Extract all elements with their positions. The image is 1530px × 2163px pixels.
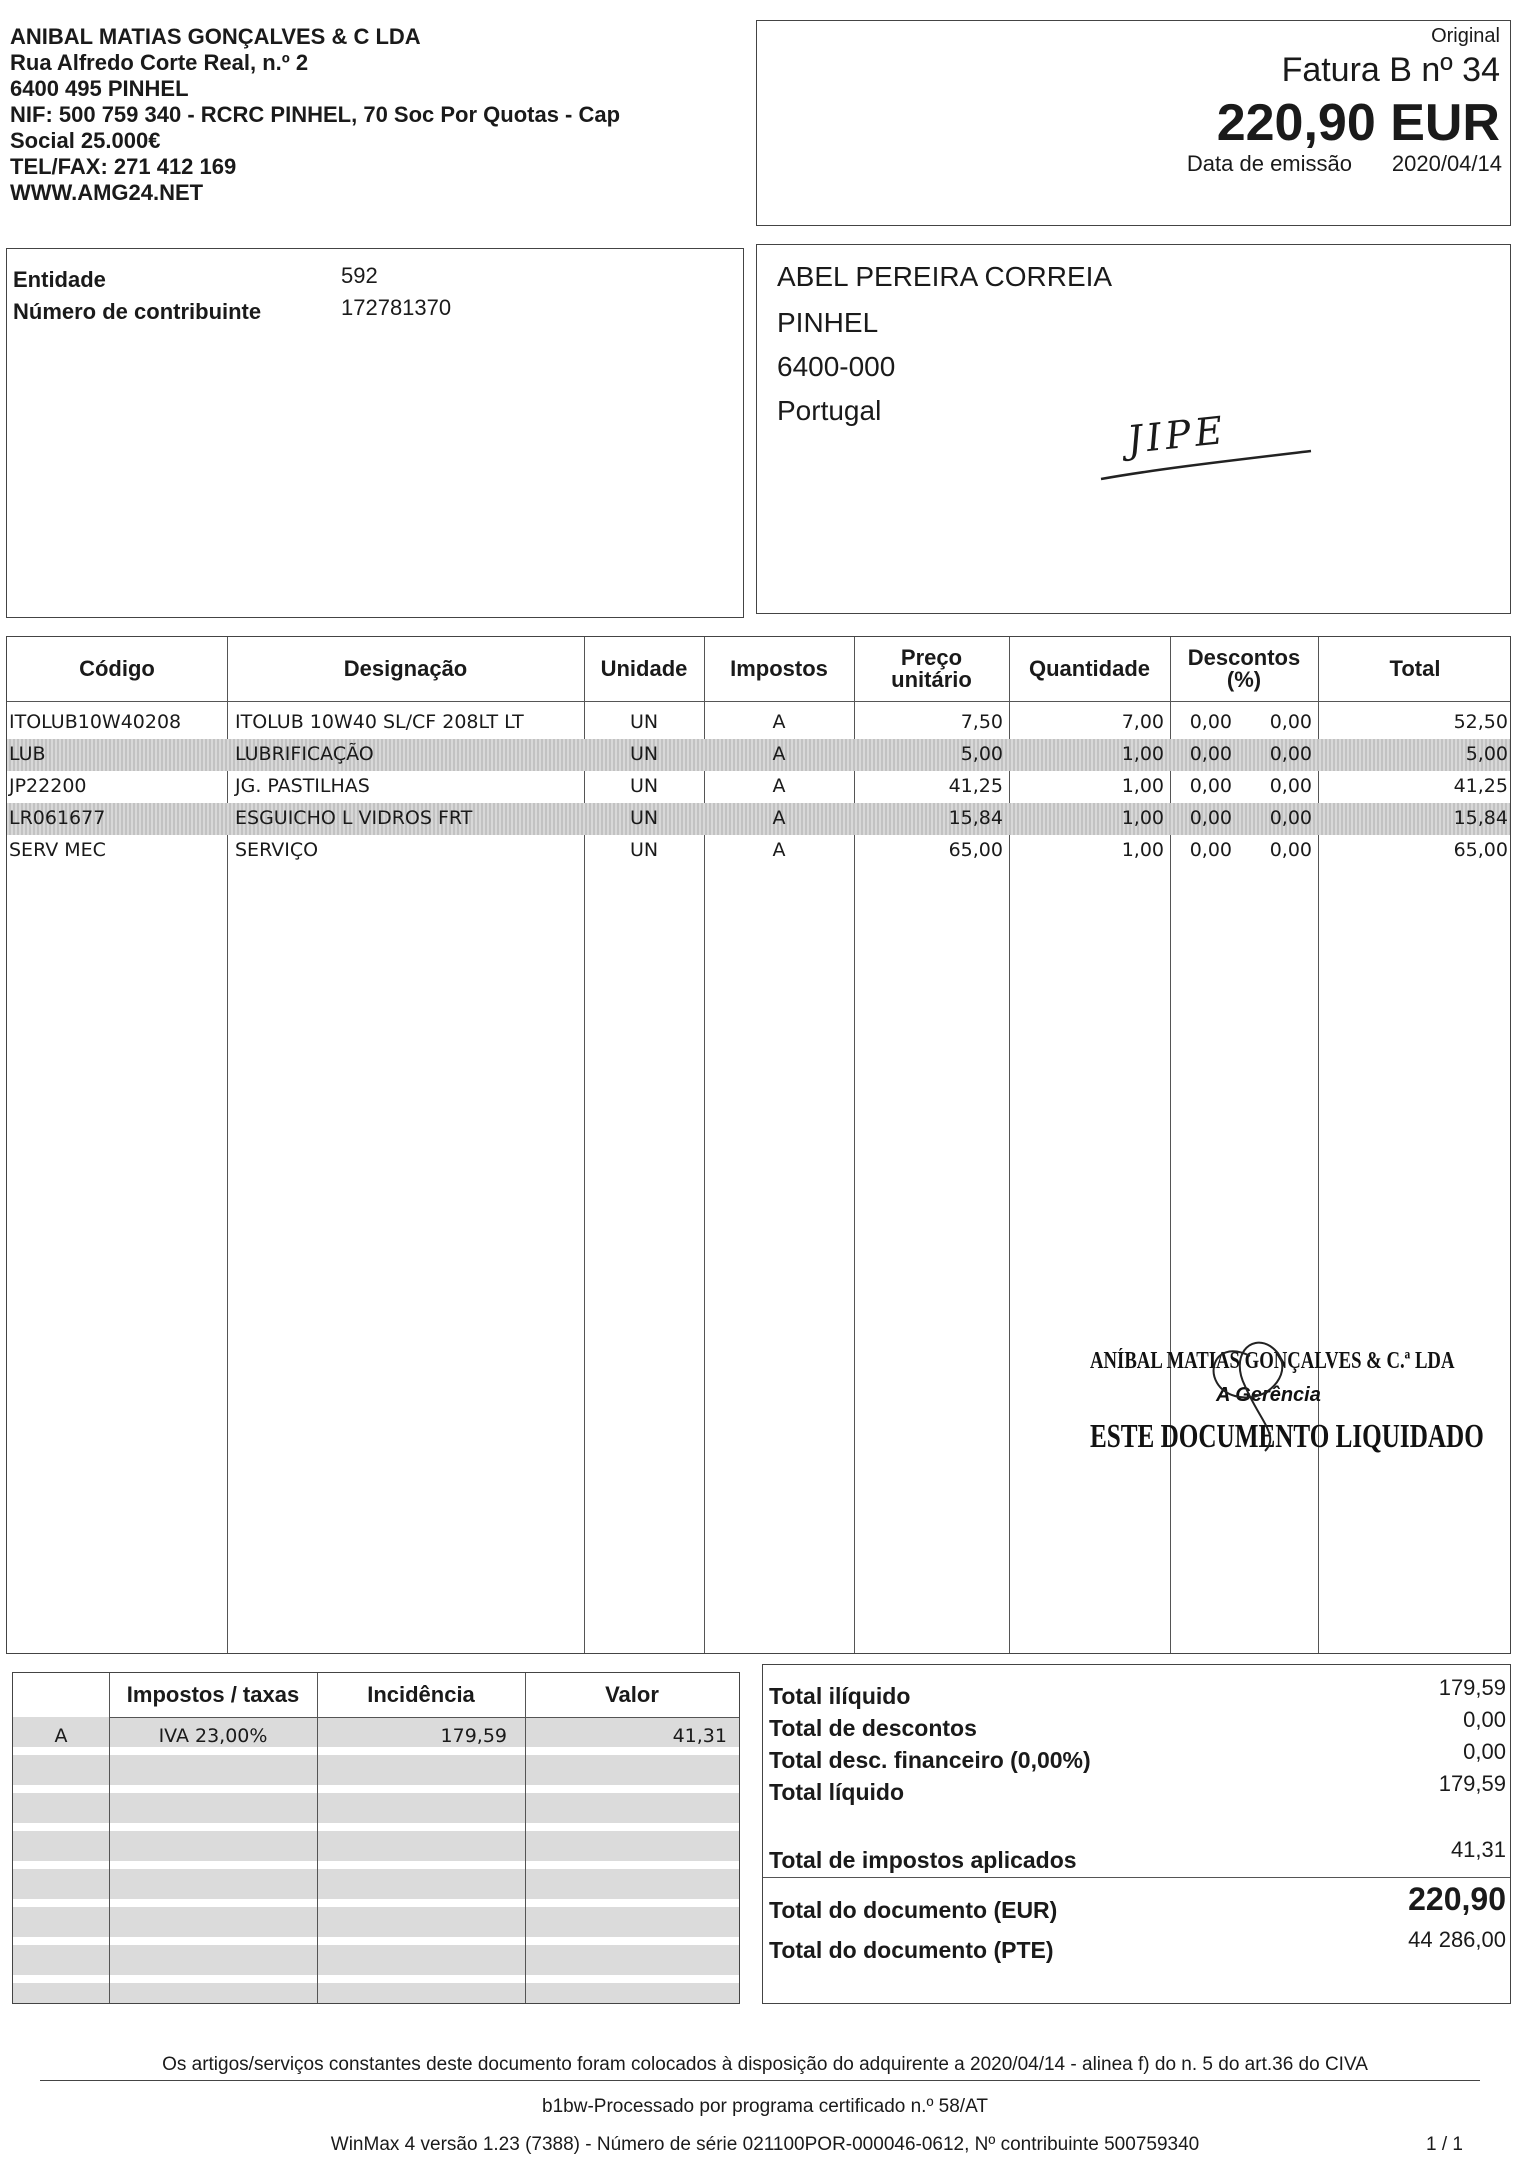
- cell-designation: SERVIÇO: [235, 839, 319, 861]
- tax-row: [13, 1723, 739, 1751]
- handwritten-underline: [1097, 445, 1317, 485]
- col-header-discounts-line2: (%): [1226, 667, 1262, 692]
- cell-code: LR061677: [9, 807, 106, 829]
- col-header-price-line2: unitário: [891, 667, 972, 692]
- stamp-management: A Gerência: [1216, 1384, 1321, 1406]
- cell-tax: A: [772, 807, 786, 829]
- cell-discount-1: 0,00: [1189, 711, 1232, 733]
- cell-designation: JG. PASTILHAS: [235, 775, 370, 797]
- cell-discount-1: 0,00: [1189, 775, 1232, 797]
- invoice-date-label: Data de emissão: [1186, 151, 1352, 176]
- cell-total: 15,84: [1453, 807, 1508, 829]
- col-header-quantity: Quantidade: [1028, 656, 1150, 681]
- tax-cell-tax: IVA 23,00%: [158, 1725, 268, 1747]
- footer-availability: Os artigos/serviços constantes deste documento foram colocados à disposição do adquirente a 2020/04/14 - alinea f) do n. 5 do art.36 do CIVA: [162, 2054, 1368, 2075]
- cell-price: 7,50: [960, 711, 1003, 733]
- total-illiquid-label: Total ilíquido: [769, 1683, 911, 1709]
- entity-value: 592: [341, 263, 378, 288]
- cell-total: 5,00: [1465, 743, 1508, 765]
- col-header-code: Código: [79, 656, 155, 681]
- entity-box: [6, 248, 744, 618]
- col-header-price: [854, 637, 1009, 701]
- cell-total: 41,25: [1453, 775, 1508, 797]
- total-fin-discount-label: Total desc. financeiro (0,00%): [769, 1747, 1091, 1773]
- cell-code: LUB: [9, 743, 46, 765]
- company-nif: NIF: 500 759 340 - RCRC PINHEL, 70 Soc Por Quotas - Cap: [10, 102, 621, 127]
- table-row: [7, 739, 1510, 771]
- stamp-company: ANÍBAL MATIAS GONÇALVES & C.ª LDA: [1090, 1348, 1455, 1374]
- cell-discount-2: 0,00: [1269, 807, 1312, 829]
- total-discounts-value: 0,00: [1463, 1707, 1506, 1732]
- tax-cell-code: A: [54, 1725, 68, 1747]
- footer-software: WinMax 4 versão 1.23 (7388) - Número de série 021100POR-000046-0612, Nº contribuinte 500759340: [330, 2134, 1200, 2155]
- cell-tax: A: [772, 775, 786, 797]
- customer-country: Portugal: [777, 395, 882, 426]
- col-header-discounts: [1170, 637, 1318, 701]
- company-postal: 6400 495 PINHEL: [10, 76, 189, 101]
- col-header-price-line1: Preço: [900, 645, 963, 670]
- cell-quantity: 1,00: [1121, 775, 1164, 797]
- total-doc-eur-value: 220,90: [1408, 1881, 1506, 1917]
- cell-designation: LUBRIFICAÇÃO: [235, 743, 374, 765]
- cell-quantity: 1,00: [1121, 839, 1164, 861]
- col-header-designation: Designação: [343, 656, 468, 681]
- cell-tax: A: [772, 839, 786, 861]
- cell-discount-2: 0,00: [1269, 775, 1312, 797]
- total-discounts-label: Total de descontos: [769, 1715, 977, 1741]
- customer-box: [756, 244, 1511, 614]
- tax-header-value: Valor: [605, 1682, 659, 1707]
- cell-code: SERV MEC: [9, 839, 106, 861]
- cell-discount-2: 0,00: [1269, 743, 1312, 765]
- company-website: WWW.AMG24.NET: [10, 180, 204, 205]
- cell-price: 65,00: [948, 839, 1003, 861]
- total-taxes-value: 41,31: [1450, 1837, 1506, 1862]
- total-doc-eur-label: Total do documento (EUR): [769, 1897, 1058, 1923]
- total-doc-pte-value: 44 286,00: [1408, 1927, 1506, 1952]
- tax-header-base: Incidência: [367, 1682, 475, 1707]
- tax-summary-box: [12, 1672, 740, 2004]
- cell-discount-1: 0,00: [1189, 839, 1232, 861]
- total-fin-discount-value: 0,00: [1463, 1739, 1506, 1764]
- handwritten-note: JIPE: [1124, 407, 1229, 463]
- cell-total: 65,00: [1453, 839, 1508, 861]
- cell-tax: A: [772, 743, 786, 765]
- cell-designation: ESGUICHO L VIDROS FRT: [235, 807, 473, 829]
- cell-discount-2: 0,00: [1269, 839, 1312, 861]
- cell-unit: UN: [629, 839, 659, 861]
- customer-city: PINHEL: [777, 307, 879, 338]
- company-name: ANIBAL MATIAS GONÇALVES & C LDA: [10, 24, 421, 49]
- company-address: Rua Alfredo Corte Real, n.º 2: [10, 50, 309, 75]
- tax-header-tax: Impostos / taxas: [126, 1682, 300, 1707]
- table-row: [7, 803, 1510, 835]
- cell-unit: UN: [629, 775, 659, 797]
- total-taxes-label: Total de impostos aplicados: [769, 1847, 1077, 1873]
- items-table: [6, 636, 1511, 1654]
- table-row: [7, 835, 1510, 867]
- cell-price: 5,00: [960, 743, 1003, 765]
- col-header-unit: Unidade: [600, 656, 688, 681]
- cell-quantity: 1,00: [1121, 743, 1164, 765]
- cell-price: 15,84: [948, 807, 1003, 829]
- customer-name: ABEL PEREIRA CORREIA: [777, 261, 1113, 292]
- customer-postal: 6400-000: [777, 351, 896, 382]
- total-illiquid-value: 179,59: [1438, 1675, 1506, 1700]
- invoice-summary-box: [756, 20, 1511, 226]
- paid-stamp: [1090, 1348, 1510, 1488]
- invoice-date: 2020/04/14: [1391, 151, 1502, 176]
- col-header-discounts-line1: Descontos: [1187, 645, 1301, 670]
- taxpayer-value: 172781370: [341, 295, 452, 320]
- cell-total: 52,50: [1453, 711, 1508, 733]
- entity-label: Entidade: [13, 267, 106, 292]
- cell-code: ITOLUB10W40208: [9, 711, 182, 733]
- cell-quantity: 7,00: [1121, 711, 1164, 733]
- col-header-taxes: Impostos: [730, 656, 828, 681]
- signature-scribble: [1190, 1326, 1330, 1456]
- company-capital: Social 25.000€: [10, 128, 161, 153]
- cell-unit: UN: [629, 807, 659, 829]
- invoice-title: Fatura B nº 34: [1281, 51, 1500, 89]
- cell-price: 41,25: [948, 775, 1003, 797]
- total-doc-pte-label: Total do documento (PTE): [769, 1937, 1054, 1963]
- stamp-status: ESTE DOCUMENTO LIQUIDADO: [1090, 1418, 1484, 1455]
- invoice-total: 220,90 EUR: [1216, 94, 1500, 152]
- company-header: [10, 24, 730, 206]
- totals-box: [762, 1664, 1511, 2004]
- invoice-copy-label: Original: [1431, 25, 1500, 47]
- taxpayer-label: Número de contribuinte: [13, 299, 262, 324]
- cell-tax: A: [772, 711, 786, 733]
- cell-designation: ITOLUB 10W40 SL/CF 208LT LT: [235, 711, 524, 733]
- tax-cell-value: 41,31: [672, 1725, 727, 1747]
- page-number: 1 / 1: [1426, 2134, 1463, 2155]
- cell-code: JP22200: [9, 775, 87, 797]
- table-row: [7, 771, 1510, 803]
- cell-unit: UN: [629, 711, 659, 733]
- cell-discount-2: 0,00: [1269, 711, 1312, 733]
- cell-quantity: 1,00: [1121, 807, 1164, 829]
- cell-unit: UN: [629, 743, 659, 765]
- col-header-total: Total: [1389, 656, 1441, 681]
- total-net-value: 179,59: [1438, 1771, 1506, 1796]
- table-row: [7, 707, 1510, 739]
- footer-certified: b1bw-Processado por programa certificado n.º 58/AT: [542, 2096, 988, 2117]
- cell-discount-1: 0,00: [1189, 807, 1232, 829]
- tax-cell-base: 179,59: [440, 1725, 507, 1747]
- total-net-label: Total líquido: [769, 1779, 904, 1805]
- cell-discount-1: 0,00: [1189, 743, 1232, 765]
- company-telfax: TEL/FAX: 271 412 169: [10, 154, 237, 179]
